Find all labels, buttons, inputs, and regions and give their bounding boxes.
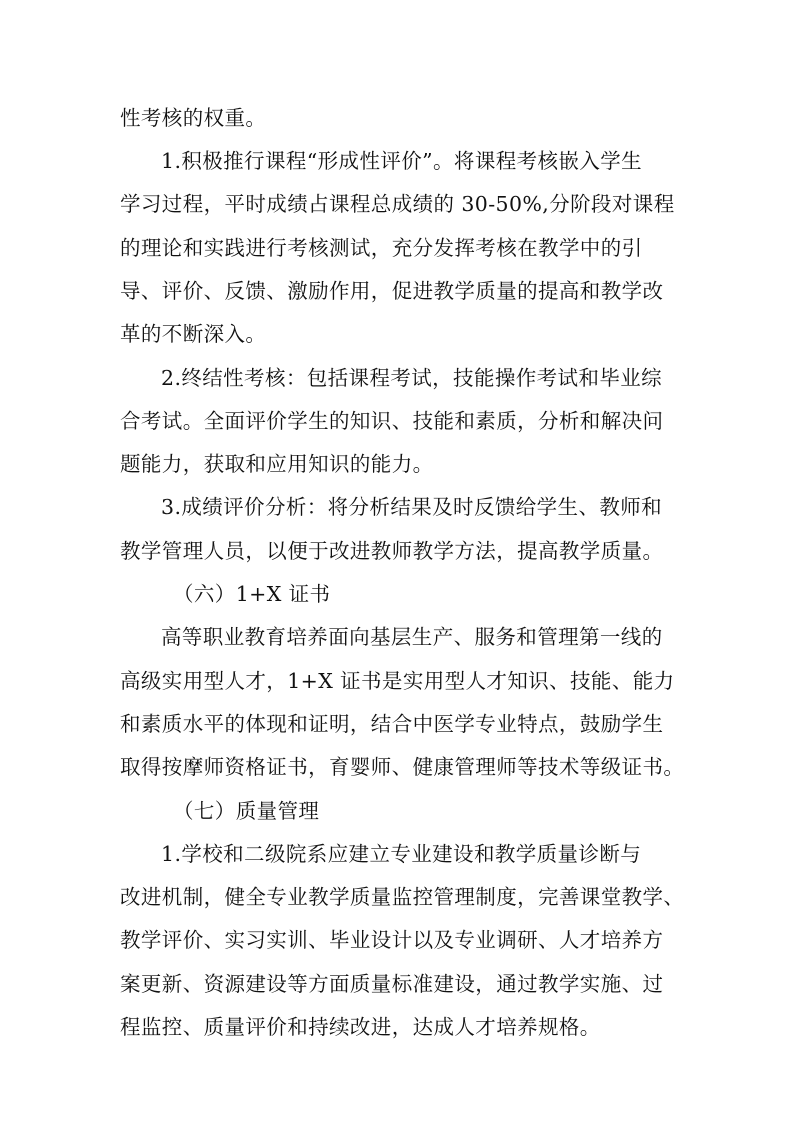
text-line: 导、评价、反馈、激励作用，促进教学质量的提高和教学改: [120, 279, 664, 303]
text-line: 学习过程，平时成绩占课程总成绩的 30-50%,分阶段对课程: [120, 192, 675, 216]
text-line: 1.学校和二级院系应建立专业建设和教学质量诊断与: [161, 842, 642, 866]
text-line: 3.成绩评价分析：将分析结果及时反馈给学生、教师和: [161, 495, 663, 519]
text-line: 教学管理人员，以便于改进教师教学方法，提高教学质量。: [120, 539, 664, 563]
text-line: 程监控、质量评价和持续改进，达成人才培养规格。: [120, 1015, 601, 1039]
text-line: 和素质水平的体现和证明，结合中医学专业特点，鼓励学生: [120, 712, 664, 736]
text-line: 改进机制，健全专业教学质量监控管理制度，完善课堂教学、: [120, 885, 685, 909]
text-line: 案更新、资源建设等方面质量标准建设，通过教学实施、过: [120, 972, 664, 996]
text-line: 题能力，获取和应用知识的能力。: [120, 452, 434, 476]
text-line: 合考试。全面评价学生的知识、技能和素质，分析和解决问: [120, 409, 664, 433]
text-line: 教学评价、实习实训、毕业设计以及专业调研、人才培养方: [120, 928, 664, 952]
text-line: 1.积极推行课程“形成性评价”。将课程考核嵌入学生: [161, 149, 643, 173]
text-line: 革的不断深入。: [120, 322, 267, 346]
text-line: 高等职业教育培养面向基层生产、服务和管理第一线的: [161, 625, 663, 649]
text-line: 性考核的权重。: [120, 106, 267, 130]
section-heading: （七）质量管理: [173, 799, 320, 823]
text-line: 取得按摩师资格证书，育婴师、健康管理师等技术等级证书。: [120, 755, 685, 779]
section-heading: （六）1+X 证书: [173, 582, 331, 606]
text-line: 高级实用型人才，1+X 证书是实用型人才知识、技能、能力: [120, 669, 675, 693]
text-line: 2.终结性考核：包括课程考试，技能操作考试和毕业综: [161, 366, 663, 390]
text-line: 的理论和实践进行考核测试，充分发挥考核在教学中的引: [120, 236, 643, 260]
